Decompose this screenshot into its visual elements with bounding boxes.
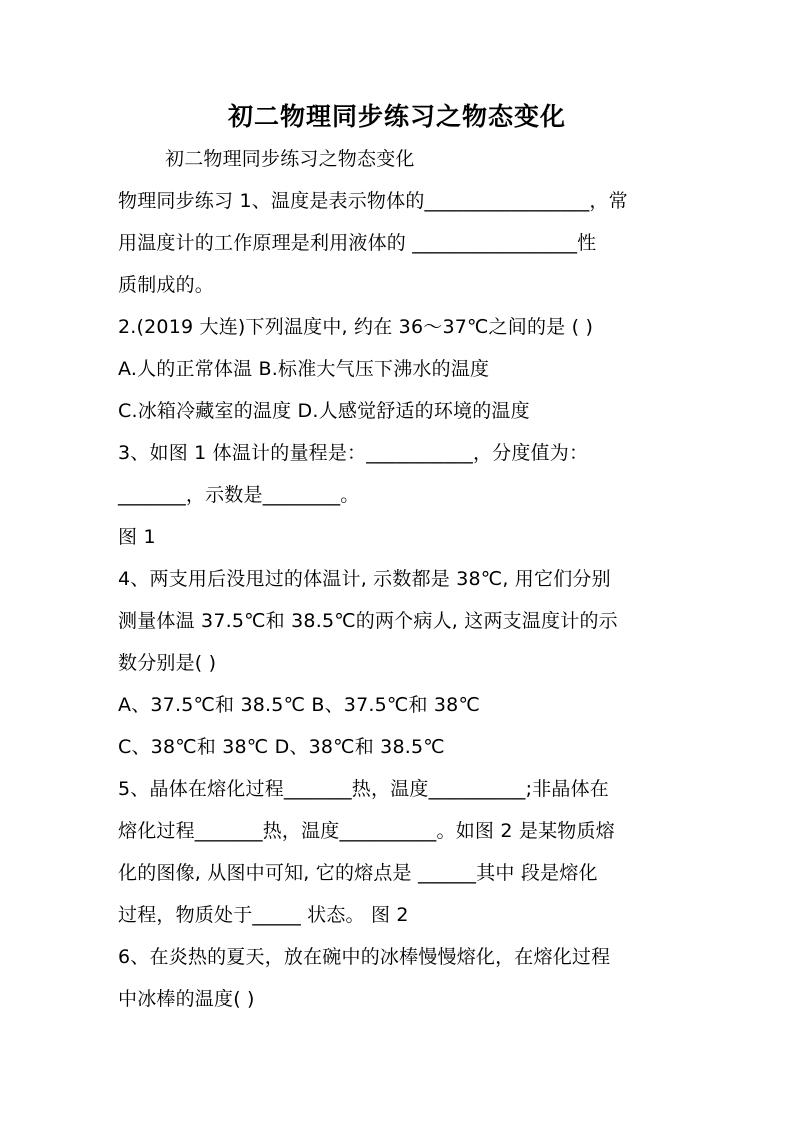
text-line: 熔化过程_______热，温度__________。如图 2 是某物质熔 <box>118 820 615 842</box>
text-line: 测量体温 37.5℃和 38.5℃的两个病人, 这两支温度计的示 <box>118 610 618 632</box>
text-line: C、38℃和 38℃ D、38℃和 38.5℃ <box>118 736 445 758</box>
text-line: _______，示数是________。 <box>118 484 360 506</box>
text-line: 化的图像, 从图中可知, 它的熔点是 ______其中 段是熔化 <box>118 862 598 884</box>
text-line: 用温度计的工作原理是利用液体的 _________________性 <box>118 232 597 254</box>
text-line: 中冰棒的温度( ) <box>118 988 255 1010</box>
text-line: 质制成的。 <box>118 274 215 296</box>
text-line: 数分别是( ) <box>118 652 217 674</box>
text-line: 物理同步练习 1、温度是表示物体的_________________，常 <box>118 190 628 212</box>
text-line: 3、如图 1 体温计的量程是：___________，分度值为： <box>118 442 589 464</box>
text-line: 6、在炎热的夏天，放在碗中的冰棒慢慢熔化，在熔化过程 <box>118 946 611 968</box>
text-line: A、37.5℃和 38.5℃ B、37.5℃和 38℃ <box>118 694 480 716</box>
figure-label: 图 1 <box>118 526 156 548</box>
text-line: 5、晶体在熔化过程_______热，温度__________;非晶体在 <box>118 778 609 800</box>
text-line: A.人的正常体温 B.标准大气压下沸水的温度 <box>118 358 490 380</box>
text-line: 2.(2019 大连)下列温度中, 约在 36～37℃之间的是 ( ) <box>118 316 594 338</box>
subtitle-line: 初二物理同步练习之物态变化 <box>165 148 415 170</box>
text-line: C.冰箱冷藏室的温度 D.人感觉舒适的环境的温度 <box>118 400 530 422</box>
document-title: 初二物理同步练习之物态变化 <box>227 102 566 131</box>
text-line: 4、两支用后没甩过的体温计, 示数都是 38℃, 用它们分别 <box>118 568 611 590</box>
text-line: 过程，物质处于_____ 状态。 图 2 <box>118 904 409 926</box>
